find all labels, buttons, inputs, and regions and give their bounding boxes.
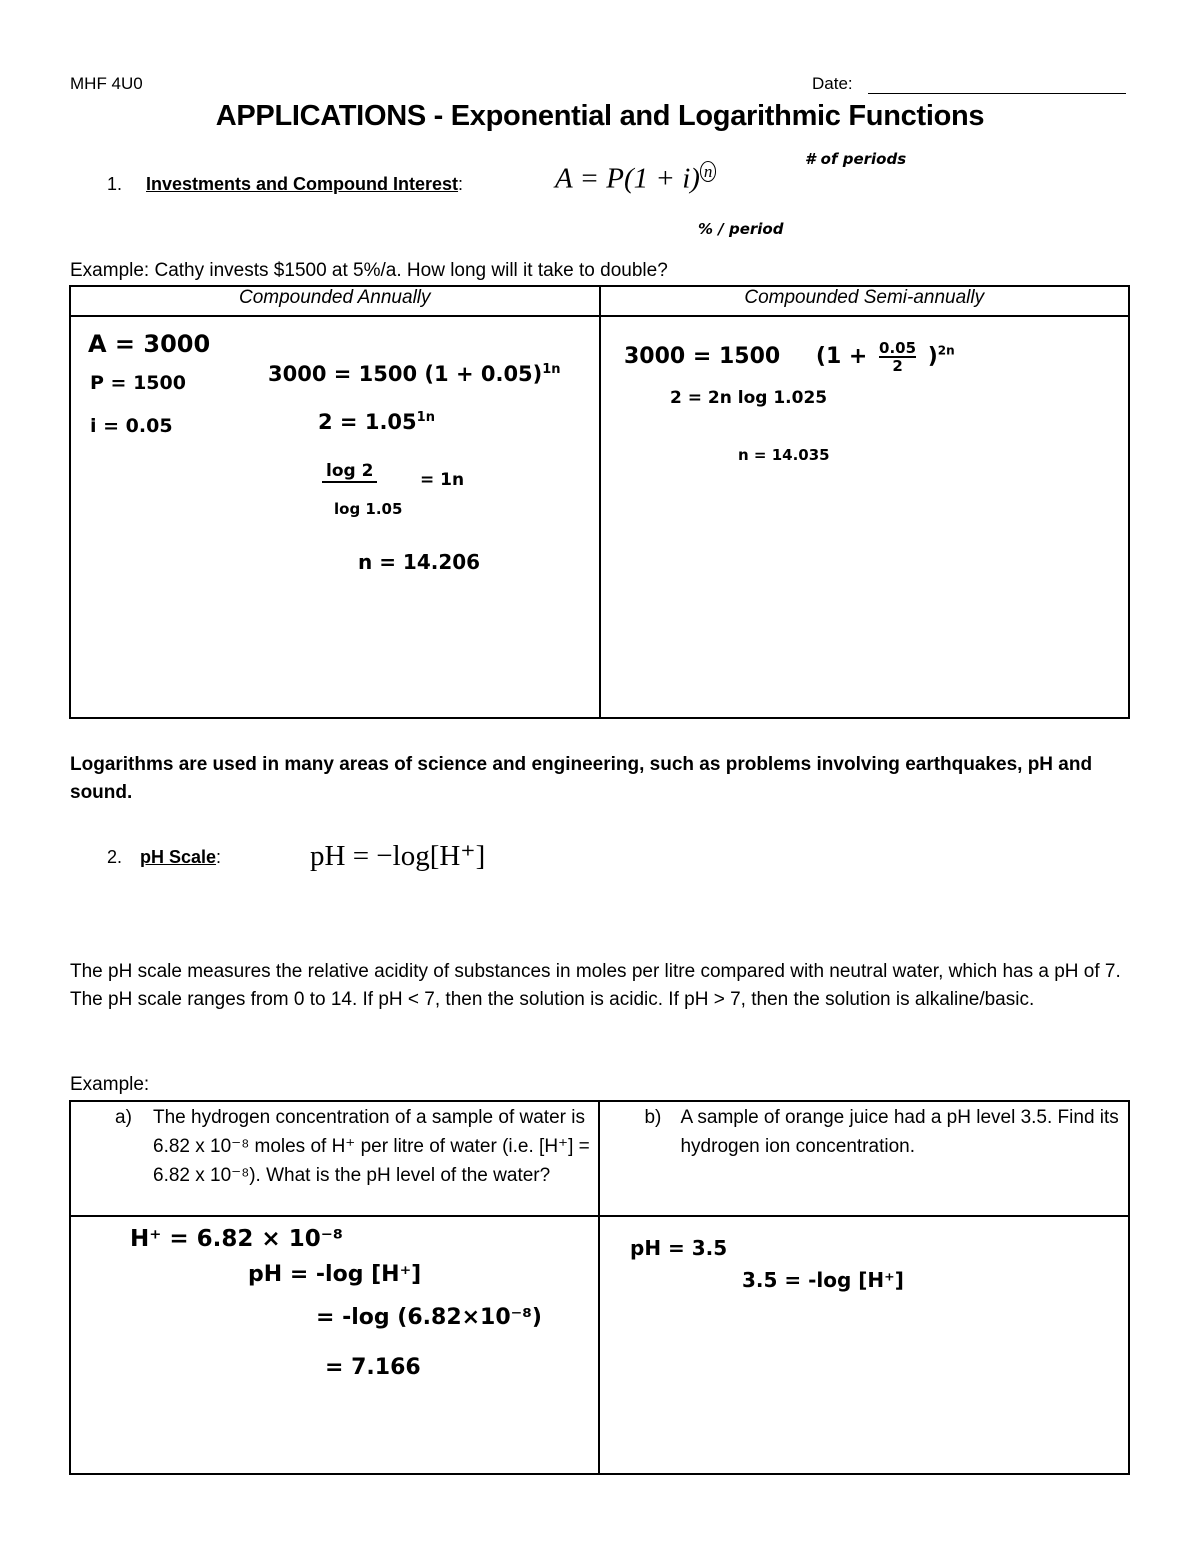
- compound-interest-formula: [555, 162, 716, 196]
- ph-description: The pH scale measures the relative acidity of substances in moles per litre compared with neutral water, which has a pH of 7. The pH scale ranges from 0 to 14. If pH < 7, then the solution is acidic. If pH > 7, then the solution is alkaline/basic.: [70, 961, 1121, 1010]
- annual-frac-den: log 1.05: [334, 500, 403, 518]
- section1-number: 1.: [107, 174, 123, 194]
- page-title: APPLICATIONS - Exponential and Logarithmic Functions: [215, 100, 985, 132]
- semi-eq1: 3000 = 1500 (1 + $\frac{0.05}{2}$ )$^{2n}$: [624, 339, 955, 375]
- course-code: MHF 4U0: [70, 74, 143, 93]
- semi-work-cell[interactable]: [600, 316, 1130, 718]
- logs-intro: Logarithms are used in many areas of science and engineering, such as problems involving earthquakes, pH and sound.: [70, 754, 1093, 803]
- example2-table: [69, 1100, 1130, 1475]
- annual-eq1: 3000 = 1500 $(1 + 0.05)^{1n}$: [268, 362, 561, 386]
- section2-heading: [140, 847, 221, 868]
- b-work-line2: 3.5 = -log [H⁺]: [742, 1268, 904, 1292]
- answer-a-cell[interactable]: [70, 1216, 599, 1474]
- semi-result: n = 14.035: [738, 446, 830, 464]
- given-p: P = 1500: [90, 372, 186, 394]
- a-work-line2: pH = -log [H⁺]: [248, 1262, 422, 1287]
- annual-result: n = 14.206: [358, 550, 481, 574]
- semi-eq2: 2 = 2n log 1.025: [670, 388, 828, 408]
- section2-colon: :: [216, 847, 222, 867]
- date-label: Date:: [812, 74, 853, 93]
- note-periods: # of periods: [805, 150, 907, 168]
- example2-label: Example:: [70, 1074, 150, 1095]
- a-work-line1: H⁺ = 6.82 × 10⁻⁸: [130, 1226, 343, 1252]
- note-rate: % / period: [698, 220, 784, 238]
- section1-label: Investments and Compound Interest: [146, 174, 459, 194]
- formula-base: A = P(1 + i): [555, 162, 700, 195]
- question-a-text: The hydrogen concentration of a sample of water is 6.82 x 10⁻⁸ moles of H⁺ per litre of water (i.e. [H⁺] = 6.82 x 10⁻⁸). What is the pH level of the water?: [153, 1107, 590, 1186]
- question-b-text: A sample of orange juice had a pH level 3.5. Find its hydrogen ion concentration.: [680, 1107, 1119, 1157]
- section2-label: pH Scale: [140, 847, 217, 867]
- annual-frac-rhs: = 1n: [420, 470, 465, 490]
- a-work-line3: = -log (6.82×10⁻⁸): [316, 1305, 542, 1330]
- a-work-line4: = 7.166: [325, 1355, 421, 1380]
- section2-number: 2.: [107, 847, 123, 867]
- given-a: A = 3000: [88, 330, 211, 358]
- example1-table: [69, 285, 1130, 719]
- date-field-line[interactable]: [868, 93, 1126, 94]
- question-a-cell: [70, 1101, 599, 1216]
- b-work-line1: pH = 3.5: [630, 1236, 728, 1260]
- formula-exponent: n: [700, 161, 717, 182]
- section1-heading: [146, 174, 463, 195]
- question-a-marker: a): [115, 1107, 132, 1128]
- given-i: i = 0.05: [90, 415, 173, 437]
- ph-formula: pH = −log[H⁺]: [310, 840, 486, 872]
- example1-prompt: Example: Cathy invests $1500 at 5%/a. How long will it take to double?: [70, 260, 668, 281]
- section1-colon: :: [458, 174, 464, 194]
- annual-eq2: $2 = 1.05^{1n}$: [318, 410, 435, 434]
- annual-frac-num: log 2: [322, 461, 377, 483]
- col-header-semi: Compounded Semi-annually: [600, 286, 1130, 316]
- question-b-marker: b): [644, 1107, 662, 1128]
- question-b-cell: [599, 1101, 1129, 1216]
- col-header-annual: Compounded Annually: [70, 286, 600, 316]
